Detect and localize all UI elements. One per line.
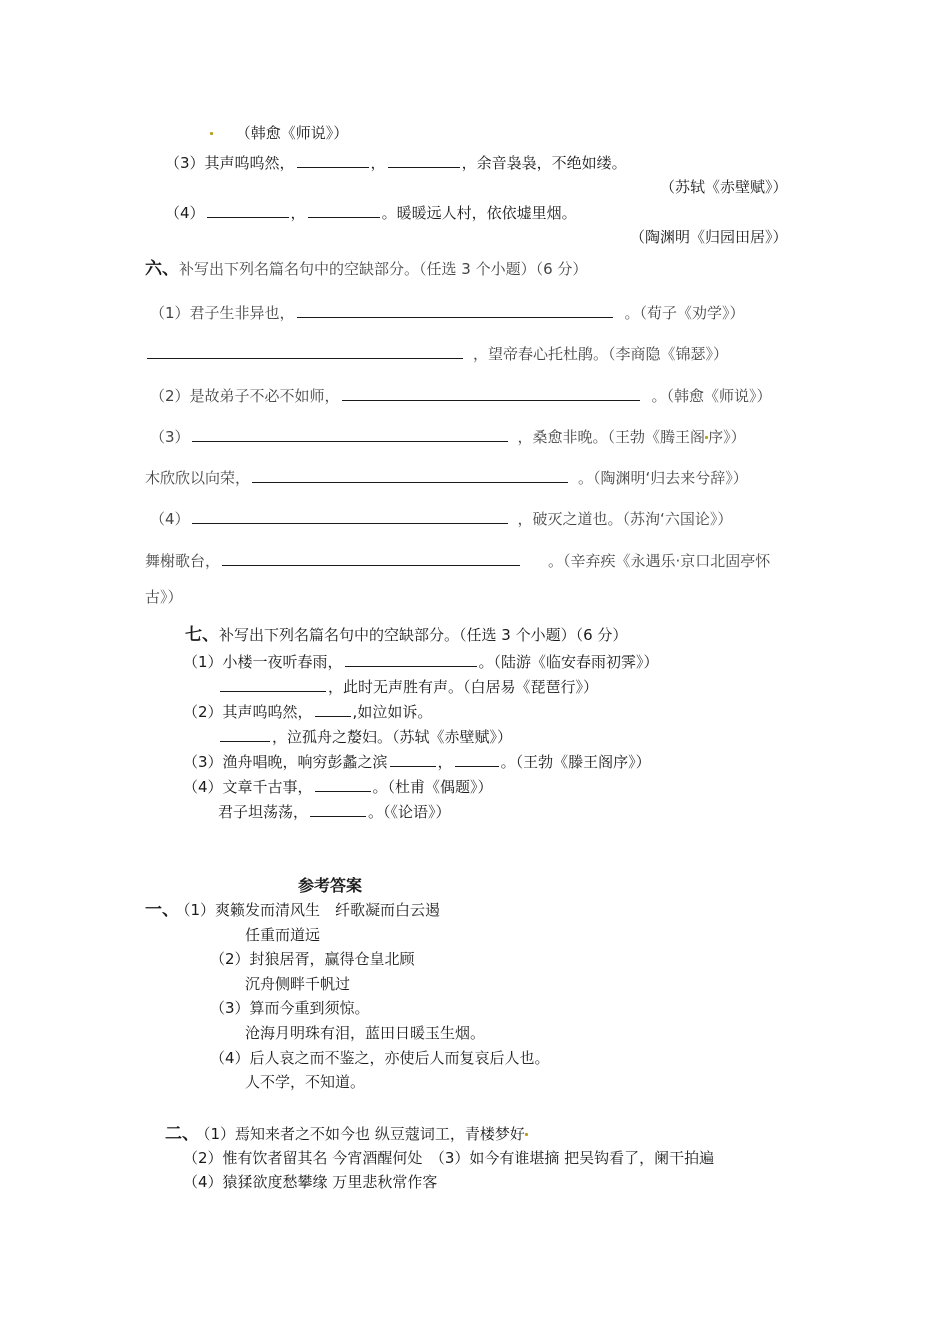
section-title: 补写出下列名篇名句中的空缺部分。（任选 3 个小题）（6 分）	[179, 260, 588, 278]
blank[interactable]	[297, 151, 369, 168]
text: 木欣欣以向荣，	[145, 469, 251, 487]
blank[interactable]	[297, 301, 613, 318]
text: ,如泣如诉。	[352, 703, 433, 721]
blank[interactable]	[315, 700, 351, 717]
text: （3）其声呜呜然，	[165, 154, 295, 172]
text: （3）	[150, 428, 190, 446]
text: ，	[437, 753, 453, 771]
text: （3）渔舟唱晚，响穷彭蠡之滨	[183, 753, 388, 771]
text: ，此时无声胜有声。（白居易《琵琶行》）	[328, 678, 599, 696]
answer-text: （4）猿猱欲度愁攀缘 万里悲秋常作客	[183, 1173, 438, 1191]
text: ，	[290, 204, 306, 222]
s7-q4a	[183, 775, 493, 797]
blank[interactable]	[315, 775, 371, 792]
text: （2）其声呜呜然，	[183, 703, 313, 721]
text: 。（辛弃疾《永遇乐·京口北固亭怀	[548, 552, 771, 570]
answer-text: （1）爽籁发而清风生 纤歌凝而白云遏	[183, 901, 441, 919]
mark-dot	[525, 1133, 528, 1136]
s6-q1a	[150, 301, 745, 323]
section-number: 一、	[145, 900, 179, 920]
text: 。（陶渊明‘归去来兮辞》）	[578, 469, 748, 487]
s7-q4b	[218, 800, 451, 822]
text: 序》）	[708, 428, 746, 446]
answer-text: 沧海月明珠有泪，蓝田日暖玉生烟。	[245, 1024, 486, 1042]
text: ，余音袅袅，不绝如缕。	[461, 154, 627, 172]
s7-q1a	[183, 650, 659, 672]
answer-text: （4）后人哀之而不鉴之，亦使后人而复哀后人也。	[210, 1049, 550, 1067]
text: 。（杜甫《偶题》）	[372, 778, 493, 796]
blank[interactable]	[252, 466, 568, 483]
text: ，泣孤舟之嫠妇。（苏轼《赤壁赋》）	[272, 728, 513, 746]
text: （2）是故弟子不必不如师，	[150, 387, 340, 405]
answer-text: （3）算而今重到须惊。	[210, 999, 370, 1017]
top-line-3	[165, 201, 577, 223]
text: 。（陆游《临安春雨初霁》）	[478, 653, 659, 671]
mark-dot	[210, 132, 213, 135]
s6-q4b-end: 古》）	[145, 588, 183, 606]
answer-text: 人不学，不知道。	[245, 1073, 366, 1091]
text: （1）小楼一夜听春雨，	[183, 653, 343, 671]
answer-text: 任重而道远	[245, 926, 321, 944]
text: ，破灭之道也。（苏洵‘六国论》）	[517, 510, 733, 528]
blank[interactable]	[147, 342, 463, 359]
blank[interactable]	[308, 201, 380, 218]
blank[interactable]	[192, 507, 508, 524]
s7-q2a	[183, 700, 432, 722]
top-line-2	[165, 151, 627, 173]
blank[interactable]	[192, 425, 508, 442]
section-7-heading	[185, 625, 627, 645]
blank[interactable]	[388, 151, 460, 168]
text: 。（荀子《劝学》）	[624, 304, 745, 322]
blank[interactable]	[222, 549, 520, 566]
citation: （韩愈《师说》）	[235, 124, 349, 142]
s7-q1b	[218, 675, 598, 697]
answer-text: （2）封狼居胥，赢得仓皇北顾	[210, 950, 415, 968]
answer-2-line	[165, 1124, 528, 1144]
s6-q4b	[145, 549, 770, 571]
section-title: 补写出下列名篇名句中的空缺部分。（任选 3 个小题）（6 分）	[219, 626, 628, 644]
blank[interactable]	[342, 384, 640, 401]
s7-q3	[183, 750, 651, 772]
s6-q2	[150, 384, 772, 406]
s6-q3b	[145, 466, 748, 488]
text: 。（韩愈《师说》）	[651, 387, 772, 405]
text: （4）文章千古事，	[183, 778, 313, 796]
blank[interactable]	[310, 800, 366, 817]
text: （1）君子生非异也，	[150, 304, 295, 322]
section-number: 七、	[185, 625, 219, 645]
text: ，望帝春心托杜鹃。（李商隐《锦瑟》）	[473, 345, 729, 363]
text: （4）	[165, 204, 205, 222]
answers-title: 参考答案	[298, 876, 363, 895]
section-number: 六、	[145, 259, 179, 279]
text: ，	[370, 154, 386, 172]
section-6-heading	[145, 259, 587, 279]
text: 。（《论语》）	[368, 803, 451, 821]
s6-q4a	[150, 507, 732, 529]
blank[interactable]	[345, 650, 477, 667]
citation: （苏轼《赤壁赋》）	[660, 178, 788, 196]
answer-1-line	[145, 900, 440, 920]
answer-text: （1）焉知来者之不如今也 纵豆蔻词工，青楼梦好	[203, 1125, 525, 1143]
blank[interactable]	[455, 750, 499, 767]
blank[interactable]	[390, 750, 436, 767]
answer-text: （2）惟有饮者留其名 今宵酒醒何处 （3）如今有谁堪摘 把吴钩看了，阑干拍遍	[183, 1149, 715, 1167]
blank[interactable]	[207, 201, 289, 218]
text: 。（王勃《滕王阁序》）	[500, 753, 651, 771]
s6-q1b	[145, 342, 728, 364]
answer-text: 沉舟侧畔千帆过	[245, 975, 351, 993]
blank[interactable]	[220, 725, 270, 742]
text: 君子坦荡荡，	[218, 803, 309, 821]
text: （4）	[150, 510, 190, 528]
text: 。暖暖远人村，依依墟里烟。	[381, 204, 577, 222]
text: ，桑愈非晚。（王勃《腾王阁	[517, 428, 706, 446]
section-number: 二、	[165, 1124, 199, 1144]
top-line-1	[210, 123, 348, 143]
blank[interactable]	[220, 675, 326, 692]
text: 舞榭歌台，	[145, 552, 221, 570]
s7-q2b	[218, 725, 512, 747]
s6-q3a	[150, 425, 746, 447]
citation: （陶渊明《归园田居》）	[630, 228, 788, 246]
